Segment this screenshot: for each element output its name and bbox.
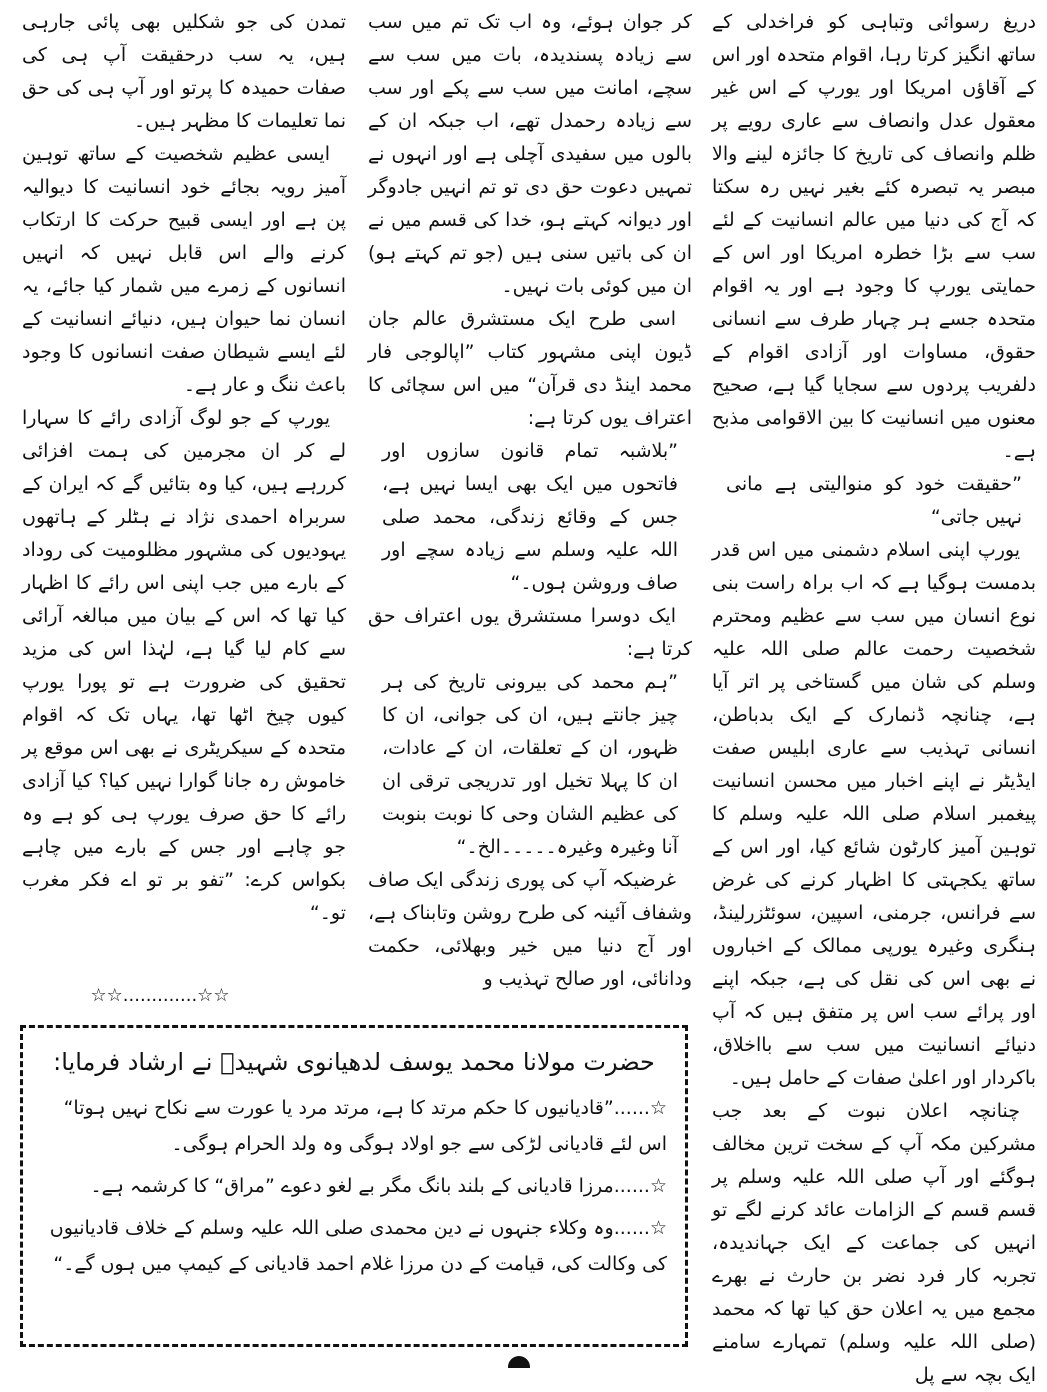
- paragraph: غرضیکہ آپ کی پوری زندگی ایک صاف وشفاف آئینہ کی طرح روشن وتابناک ہے، اور آج دنیا میں خیر وبھلائی، حکمت ودانائی، اور صالح تہذیب و: [368, 869, 692, 990]
- box-item: ☆......”قادیانیوں کا حکم مرتد کا ہے، مرتد مرد یا عورت سے نکاح نہیں ہوتا“ اس لئے قادیانی لڑکی سے جو اولاد ہوگی وہ ولد الحرام ہوگی۔: [63, 1097, 667, 1155]
- paragraph: اسی طرح ایک مستشرق عالم جان ڈیون اپنی مشہور کتاب ”اپالوجی فار محمد اینڈ دی قرآن“ میں اس سچائی کا اعتراف یوں کرتا ہے:: [368, 308, 692, 429]
- column-middle: [368, 6, 692, 996]
- quote: ”بلاشبہ تمام قانون سازوں اور فاتحوں میں ایک بھی ایسا نہیں ہے، جس کے وقائع زندگی، محمد صلی اللہ علیہ وسلم سے زیادہ سچے اور صاف وروشن ہوں۔“: [382, 440, 678, 594]
- box-item: ☆......وہ وکلاء جنہوں نے دین محمدی صلی اللہ علیہ وسلم کے خلاف قادیانیوں کی وکالت کی، قیامت کے دن مرزا غلام احمد قادیانی کے کیمپ میں ہوں گے۔“: [49, 1217, 667, 1275]
- page-ornament-icon: [508, 1356, 530, 1368]
- paragraph: یورپ کے جو لوگ آزادی رائے کا سہارا لے کر ان مجرمین کی ہمت افزائی کررہے ہیں، کیا وہ بتائیں گے کہ ایران کے سربراہ احمدی نژاد نے ہٹلر کے ہاتھوں یہودیوں کی مشہور مظلومیت کی روداد کے بارے میں جب اپنی اس رائے کا اظہار کیا تھا کہ اس کے بیان میں مبالغہ آرائی سے کام لیا گیا ہے، لہٰذا اس کی مزید تحقیق کی ضرورت ہے تو پورا یورپ کیوں چیخ اٹھا تھا، یہاں تک کہ اقوام متحدہ کے سیکریٹری نے بھی اس موقع پر خاموش رہ جانا گوارا نہیں کیا؟ کیا آزادی رائے کا حق صرف یورپ ہی کو ہے وہ جو چاہے اور جس کے بارے میں چاہے بکواس کرے: ”تفو بر تو اے فکر مغرب تو۔“: [22, 407, 346, 924]
- paragraph: دریغ رسوائی وتباہی کو فراخدلی کے ساتھ انگیز کرتا رہا، اقوام متحدہ اور اس کے آقاؤں امریکا اور یورپ کے اس غیر معقول عدل وانصاف سے عاری رویے پر ظلم وانصاف کی تاریخ کا جائزہ لینے والا مبصر یہ تبصرہ کئے بغیر نہیں رہ سکتا کہ آج کی دنیا میں عالم انسانیت کے لئے سب سے بڑا خطرہ امریکا اور اس کے حمایتی یورپ کا وجود ہے اور یہ اقوام متحدہ جسے ہر چہار طرف سے انسانی حقوق، مساوات اور آزادی اقوام کے دلفریب پردوں سے سجایا گیا ہے، صحیح معنوں میں انسانیت کا بین الاقوامی مذبح ہے۔: [712, 11, 1036, 462]
- quote-box: [20, 1025, 688, 1347]
- paragraph: ایسی عظیم شخصیت کے ساتھ توہین آمیز رویہ بجائے خود انسانیت کا دیوالیہ پن ہے اور ایسی قبیح حرکت کا ارتکاب کرنے والے اس قابل نہیں کہ انہیں انسانوں کے زمرے میں شمار کیا جائے، یہ انسان نما حیوان ہیں، دنیائے انسانیت کے لئے ایسے شیطان صفت انسانوں کا وجود باعث ننگ و عار ہے۔: [22, 143, 346, 396]
- paragraph: چنانچہ اعلان نبوت کے بعد جب مشرکین مکہ آپ کے سخت ترین مخالف ہوگئے اور آپ صلی اللہ علیہ وسلم پر قسم قسم کے الزامات عائد کرنے لگے تو انہیں کی جماعت کے ایک جہاندیدہ، تجربہ کار فرد نضر بن حارث نے بھرے مجمع میں یہ اعلان حق کیا تھا کہ محمد (صلی اللہ علیہ وسلم) تمہارے سامنے ایک بچہ سے پل: [712, 1100, 1036, 1386]
- column-left: [22, 6, 346, 930]
- paragraph: کر جوان ہوئے، وہ اب تک تم میں سب سے زیادہ پسندیدہ، بات میں سب سے سچے، امانت میں سب سے پکے اور سب سے زیادہ رحمدل تھے، اب جبکہ ان کے بالوں میں سفیدی آچلی ہے اور انہوں نے تمہیں دعوت حق دی تو تم انہیں جادوگر اور دیوانہ کہتے ہو، خدا کی قسم میں نے ان کی باتیں سنی ہیں (جو تم کہتے ہو) ان میں کوئی بات نہیں۔: [368, 11, 692, 297]
- column-right: [712, 6, 1036, 1392]
- paragraph: یورپ اپنی اسلام دشمنی میں اس قدر بدمست ہوگیا ہے کہ اب براہ راست بنی نوع انسان میں سب سے عظیم ومحترم شخصیت رحمت عالم صلی اللہ علیہ وسلم کی شان میں گستاخی پر اتر آیا ہے، چنانچہ ڈنمارک کے ایک بدباطن، انسانی تہذیب سے عاری ابلیس صفت ایڈیٹر نے اپنے اخبار میں محسن انسانیت پیغمبر اسلام صلی اللہ علیہ وسلم کا توہین آمیز کارٹون شائع کیا، اور اس کے ساتھ یکجہتی کا اظہار کرنے کی غرض سے فرانس، جرمنی، اسپین، سوئٹزرلینڈ، ہنگری وغیرہ یورپی ممالک کے اخباروں نے بھی اس کی نقل کی ہے، جبکہ اپنے اور پرائے سب اس پر متفق ہیں کہ آپ دنیائے انسانیت میں سب سے بااخلاق، باکردار اور اعلیٰ صفات کے حامل ہیں۔: [712, 539, 1036, 1089]
- quote: ”ہم محمد کی بیرونی تاریخ کی ہر چیز جانتے ہیں، ان کی جوانی، ان کا ظہور، ان کے تعلقات، ان کے عادات، ان کا پہلا تخیل اور تدریجی ترقی ان کی عظیم الشان وحی کا نوبت بنوبت آنا وغیرہ وغیرہ۔۔۔۔۔الخ۔“: [382, 671, 678, 858]
- quote: ”حقیقت خود کو منوالیتی ہے مانی نہیں جاتی“: [726, 473, 1022, 528]
- paragraph: ایک دوسرا مستشرق یوں اعتراف حق کرتا ہے:: [368, 605, 692, 660]
- section-separator: ☆☆.............☆☆: [90, 985, 230, 1006]
- box-item: ☆......مرزا قادیانی کے بلند بانگ مگر بے لغو دعوے ”مراق“ کا کرشمہ ہے۔: [90, 1175, 667, 1197]
- paragraph: تمدن کی جو شکلیں بھی پائی جارہی ہیں، یہ سب درحقیقت آپ ہی کی صفات حمیدہ کا پرتو اور آپ ہی کی حق نما تعلیمات کا مظہر ہیں۔: [22, 11, 346, 132]
- box-title: حضرت مولانا محمد یوسف لدھیانوی شہیدؒ نے ارشاد فرمایا:: [53, 1048, 655, 1076]
